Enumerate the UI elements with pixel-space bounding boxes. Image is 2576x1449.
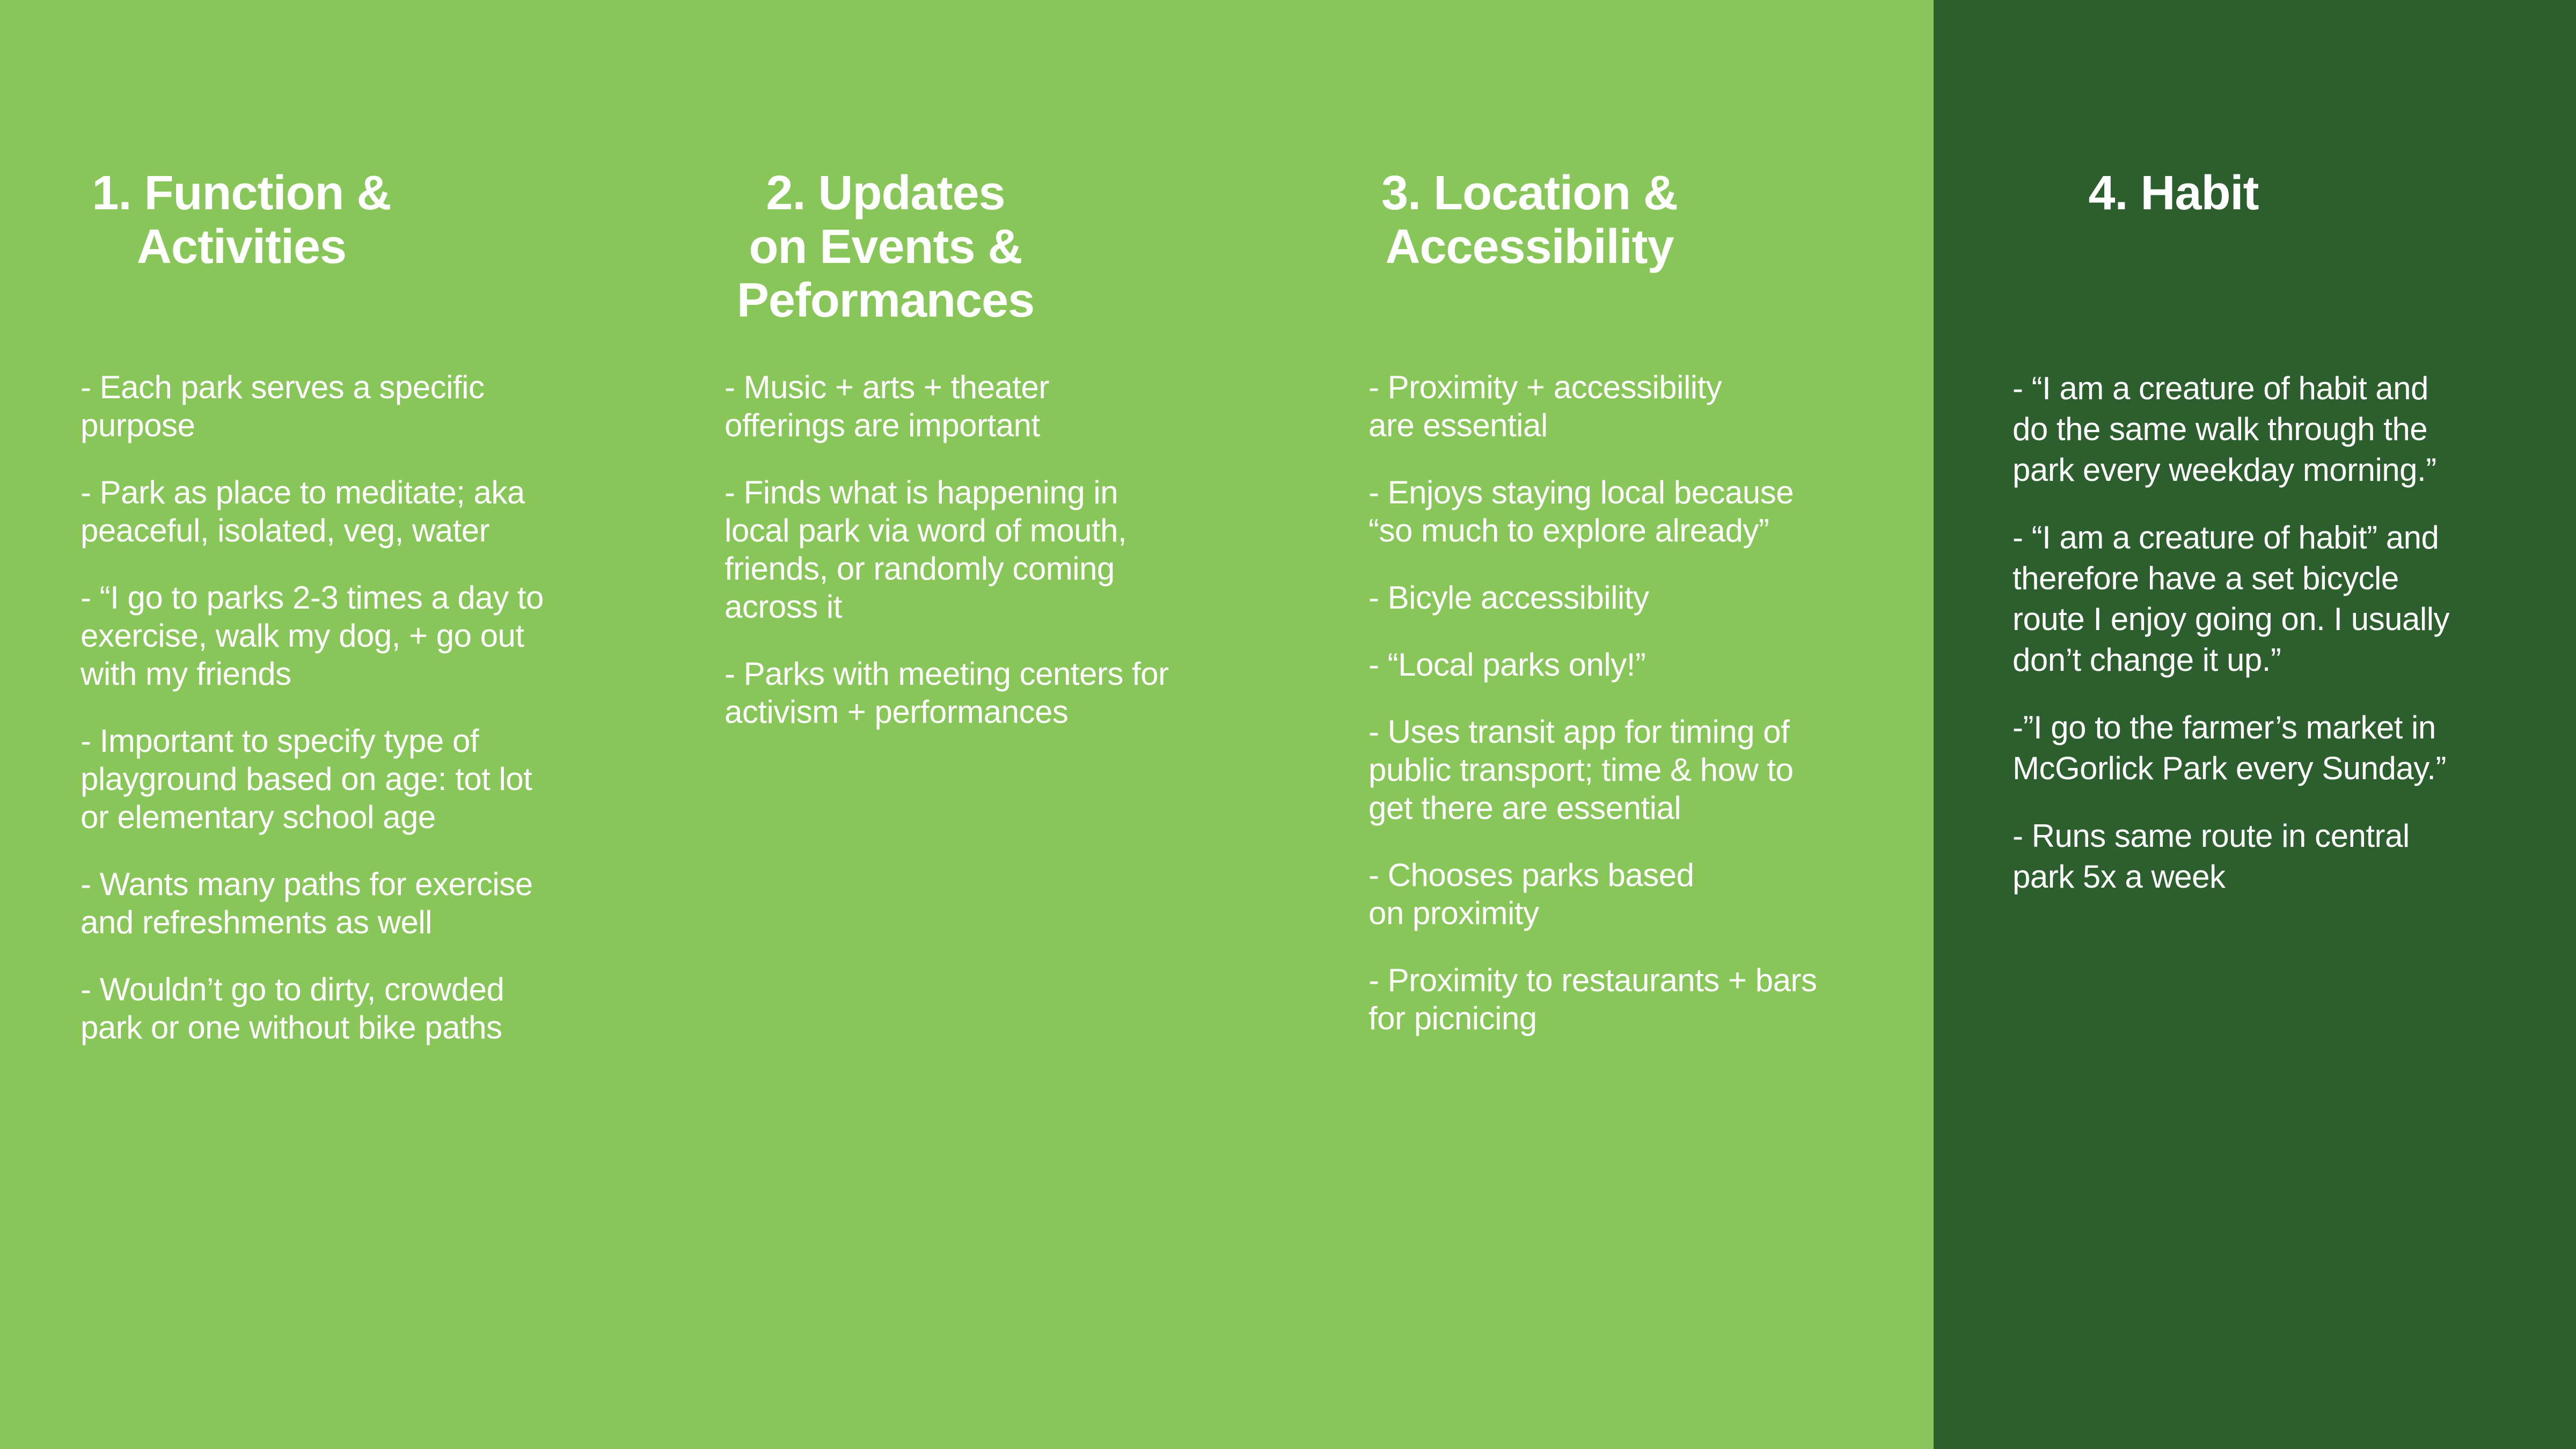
list-item: - Uses transit app for timing of public transport; time & how to get there are essential <box>1368 714 1794 826</box>
item-list <box>80 368 564 1075</box>
list-item: - Chooses parks based on proximity <box>1368 857 1694 931</box>
list-item: - Runs same route in central park 5x a week <box>2012 818 2410 895</box>
list-item: - “Local parks only!” <box>1368 647 1646 683</box>
column-heading: 4. Habit <box>2088 166 2259 220</box>
list-item: - “I am a creature of habit” and therefore have a set bicycle route I enjoy going on. I usually don’t change it up.” <box>2012 519 2450 678</box>
list-item: - Proximity + accessibility are essential <box>1368 369 1722 443</box>
column-heading: 1. Function & Activities <box>92 166 391 274</box>
list-item: - Music + arts + theater offerings are important <box>724 369 1049 443</box>
list-item: - Bicyle accessibility <box>1368 580 1649 616</box>
list-item: -”I go to the farmer’s market in McGorlick Park every Sunday.” <box>2012 709 2446 786</box>
list-item: - “I am a creature of habit and do the same walk through the park every weekday morning.” <box>2012 370 2436 488</box>
list-item: - Enjoys staying local because “so much to explore already” <box>1368 474 1794 548</box>
list-item: - Park as place to meditate; aka peaceful, isolated, veg, water <box>80 474 525 548</box>
list-item: - Proximity to restaurants + bars for picnicing <box>1368 962 1817 1036</box>
list-item: - Parks with meeting centers for activism + performances <box>724 656 1169 730</box>
item-list <box>724 368 1208 760</box>
list-item: - Each park serves a specific purpose <box>80 369 485 443</box>
list-item: - Finds what is happening in local park via word of mouth, friends, or randomly coming across it <box>724 474 1127 625</box>
list-item: - Important to specify type of playground based on age: tot lot or elementary school age <box>80 723 532 835</box>
column-heading: 3. Location & Accessibility <box>1381 166 1678 274</box>
item-list <box>1368 368 1851 1066</box>
list-item: - Wouldn’t go to dirty, crowded park or one without bike paths <box>80 971 504 1045</box>
list-item: - Wants many paths for exercise and refreshments as well <box>80 866 533 940</box>
column-heading: 2. Updates on Events & Peformances <box>736 166 1035 327</box>
item-list <box>2012 368 2496 924</box>
list-item: - “I go to parks 2-3 times a day to exercise, walk my dog, + go out with my friends <box>80 580 544 692</box>
